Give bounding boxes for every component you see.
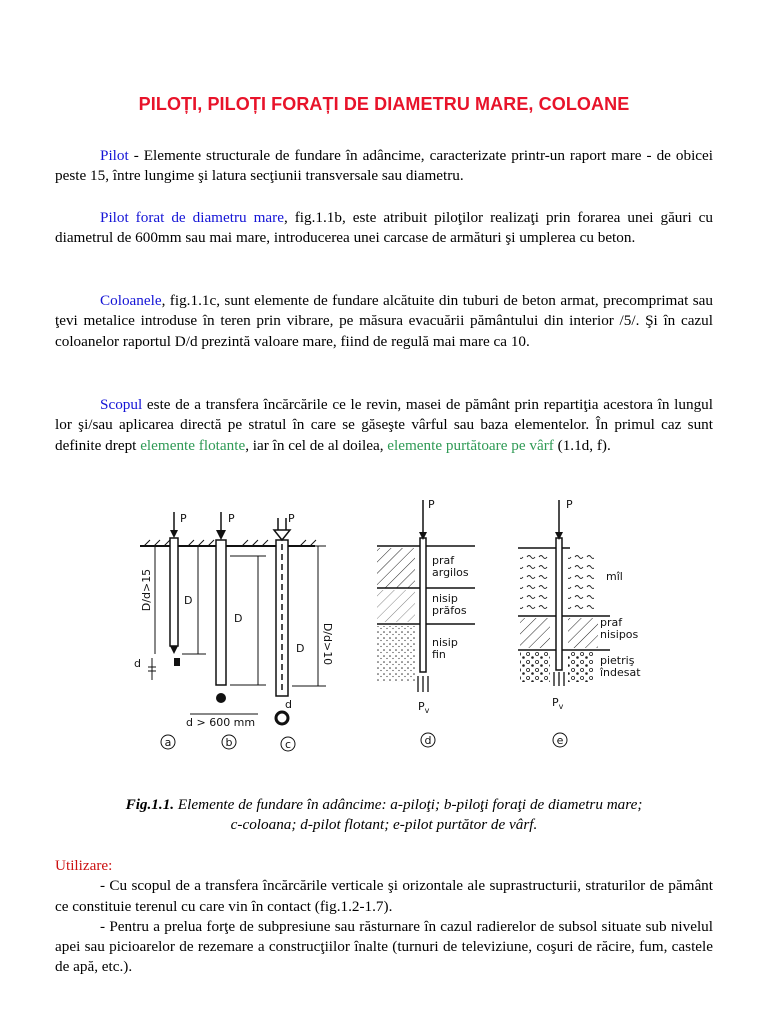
term-end-bearing-elements: elemente purtătoare pe vârf [387,436,554,454]
layer-d-2b: prăfos [432,604,467,617]
purpose-text-b: , iar în cel de al doilea, [245,436,388,454]
caption-line-2: c-coloana; d-pilot flotant; e-pilot purtător de vârf. [230,816,538,834]
usage-section [55,856,713,978]
caption-line-1: Elemente de fundare în adâncime: a-piloţi; b-piloţi foraţi de diametru mare; [174,796,643,813]
pile-e-load-label: P [566,498,573,511]
ground-line-abc [140,540,316,546]
pile-c-diameter-label: d [285,698,292,711]
layer-d-2a: nisip [432,592,458,605]
pile-a-ratio-label: D/d>15 [140,568,153,612]
caption-label: Fig.1.1. [125,796,175,813]
usage-item-1: - Cu scopul de a transfera încărcările verticale şi orizontale ale suprastructurii, straturilor de pământ ce constituie terenul cu care vin în contact (fig.1.2-1.7). [55,877,713,915]
pile-d-tip-load-label: $P_v$ [418,700,430,715]
term-purpose: Scopul [100,396,143,413]
pile-c [274,518,326,724]
pile-e-tip-load-label: $P_v$ [552,696,564,711]
layer-e-3b: îndesat [600,666,641,679]
paragraph-columns [55,291,713,352]
label-e [553,733,567,747]
pile-c-ratio-label: D/d>10 [321,622,334,666]
pile-c-load-label: P [288,512,295,525]
layer-e-3a: pietriş [600,654,635,667]
term-columns: Coloanele [100,292,162,309]
figure-foundation-elements [130,492,641,760]
label-a [161,735,175,749]
svg-text:a: a [164,736,172,749]
label-c [281,737,295,751]
pile-e [518,500,610,686]
page-title: PILOȚI, PILOȚI FORAȚI DE DIAMETRU MARE, COLOANE [138,94,630,114]
columns-definition: , fig.1.1c, sunt elemente de fundare alcătuite din tuburi de beton armat, precomprimat sau ţevi metalice introduse în teren prin vibrare, pe măsura evacuării pământului din interior /5/. Şi în cazul coloanelor raportul D/d prezintă valoare mare, fiind de regulă mai mare ca 10. [55,292,713,350]
large-diameter-pile-definition: , fig.1.1b, este atribuit piloţilor realizaţi prin forarea unei găuri cu diametrul de 600mm sau mai mare, introducerea unei carcase de armături şi umplerea cu beton. [55,209,713,247]
figure-caption [55,795,713,836]
purpose-text-a: este de a transfera încărcările ce le revin, masei de pământ prin repartiţia acestora în lungul lor şi/sau aplicarea directă pe stratul în care se găseşte vârful sau baza elementelor. În primul caz sunt definite drept [55,396,713,454]
pile-b-length-label: D [234,612,243,625]
layer-e-1: mîl [606,570,623,583]
layer-e-2a: praf [600,616,623,629]
term-pilot: Pilot [100,147,129,164]
pilot-definition: - Elemente structurale de fundare în adâncime, caracterizate printr-un raport mare - de obicei peste 15, între lungime şi latura secţiunii transversale sau diametru. [55,147,713,185]
pile-a-length-label: D [184,594,193,607]
term-floating-elements: elemente flotante [140,436,246,454]
pile-a-load-label: P [180,512,187,525]
layer-d-3a: nisip [432,636,458,649]
svg-text:b: b [225,736,233,749]
svg-text:c: c [284,738,292,751]
pile-b-load-label: P [228,512,235,525]
pile-c-length-label: D [296,642,305,655]
usage-item-2: - Pentru a prelua forţe de subpresiune sau răsturnare în cazul radierelor de subsol situate sub nivelul apei sau picioarelor de rezemare a construcţiilor înalte (turnuri de televiziune, coşuri de răcire, fum, castele de apă, etc.). [55,917,713,976]
layer-d-1b: argilos [432,566,469,579]
pile-b-diameter-label: d > 600 mm [186,716,256,729]
paragraph-purpose [55,395,713,456]
pile-d [377,500,475,692]
term-large-diameter-pile: Pilot forat de diametru mare [100,209,284,226]
usage-heading: Utilizare: [55,857,113,874]
pile-a-diameter-label: d [134,657,141,670]
pile-a [148,512,206,680]
svg-text:d: d [424,734,432,747]
label-d [421,733,435,747]
svg-text:e: e [556,734,564,747]
layer-d-3b: fin [432,648,446,661]
paragraph-pilot [55,146,713,187]
label-b [222,735,236,749]
layer-d-1a: praf [432,554,455,567]
purpose-text-c: (1.1d, f). [553,436,611,454]
paragraph-large-diameter-pile [55,208,713,249]
pile-d-load-label: P [428,498,435,511]
layer-e-2b: nisipos [600,628,639,641]
